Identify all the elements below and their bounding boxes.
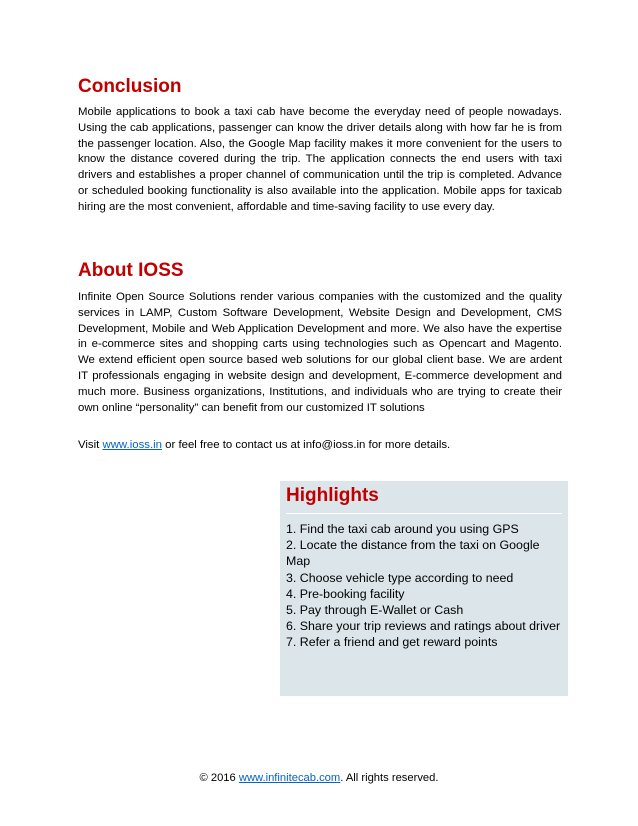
highlights-box — [280, 481, 568, 696]
visit-line — [78, 438, 562, 454]
footer-suffix: . All rights reserved. — [340, 772, 439, 784]
conclusion-heading: Conclusion — [78, 76, 182, 97]
highlight-item: 2. Locate the distance from the taxi on Google Map — [286, 538, 540, 569]
highlight-item: 6. Share your trip reviews and ratings about driver — [286, 619, 561, 634]
infinitecab-link[interactable]: www.infinitecab.com — [238, 772, 341, 784]
highlight-item: 5. Pay through E-Wallet or Cash — [286, 603, 464, 618]
highlight-item: 7. Refer a friend and get reward points — [286, 635, 498, 650]
ioss-link[interactable]: www.ioss.in — [102, 439, 162, 451]
highlight-item: 1. Find the taxi cab around you using GPS — [286, 522, 519, 536]
about-heading: About IOSS — [78, 260, 184, 281]
visit-suffix: or feel free to contact us at info@ioss.in for more details. — [161, 439, 451, 451]
visit-prefix: Visit — [78, 439, 103, 451]
conclusion-paragraph: Mobile applications to book a taxi cab have become the everyday need of people nowadays. Using the cab applications, passenger can know the driver details along with how far he is from the passenger location. Also, the Google Map facility makes it more convenient for the users to know the distance covered during the trip. The application connects the end users with taxi drivers and establishes a proper channel of communication until the trip is completed. Advance or scheduled booking functionality is also available into the application. Mobile apps for taxicab hiring are the most convenient, affordable and time-saving facility to use every day. — [78, 106, 562, 213]
highlight-item: 3. Choose vehicle type according to need — [286, 570, 514, 585]
about-paragraph: Infinite Open Source Solutions render various companies with the customized and the quality services in LAMP, Custom Software Development, Website Design and Development, CMS Development, Mobile and Web Application Development and more. We also have the expertise in e-commerce sites and shopping carts using technologies such as Opencart and Magento. We extend efficient open source based web solutions for our global client base. We are ardent IT professionals engaging in website design and development, E-commerce development and much more. Business organizations, Institutions, and individuals who are trying to create their own online “personality” can benefit from our customized IT solutions — [78, 291, 562, 414]
page-footer — [0, 772, 638, 784]
highlights-list — [286, 521, 562, 651]
highlight-item: 4. Pre-booking facility — [286, 586, 405, 601]
highlights-title: Highlights — [286, 485, 562, 514]
footer-prefix: © 2016 — [199, 772, 239, 784]
